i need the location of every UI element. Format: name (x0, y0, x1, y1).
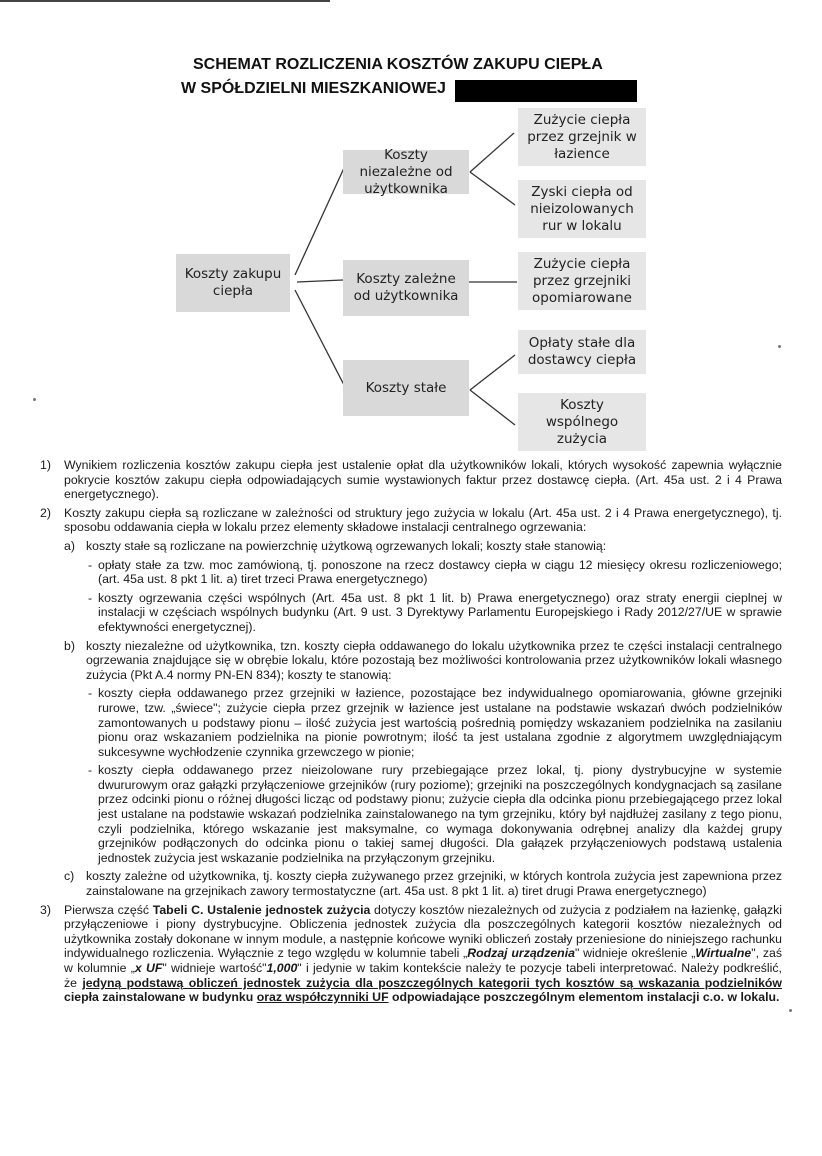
item-text: koszty stałe są rozliczane na powierzchnię użytkową ogrzewanych lokali; koszty stałe stanowią: (86, 538, 607, 553)
scan-speck (33, 398, 36, 401)
diagram-root-box (176, 254, 290, 312)
item-letter: b) (64, 638, 75, 653)
document-title-line2: W SPÓŁDZIELNI MIESZKANIOWEJ (181, 80, 446, 97)
item-text: koszty zależne od użytkownika, tj. koszty ciepła zużywanego przez grzejniki, w których kontrola zużycia jest zapewniona przez zainstalowane na grzejnikach zawory termostatyczne (art. 45a ust. 8 pkt 1 lit. a) tiret drugi Prawa energetycznego) (86, 869, 782, 899)
diagram-leaf-label: Opłaty stałe dla dostawcy ciepła (527, 335, 637, 368)
dash-item (40, 558, 782, 587)
scan-speck (778, 345, 781, 348)
text-run: " widnieje wartość" (162, 961, 267, 975)
text-run-bold-underline: jedyną podstawą obliczeń jednostek zużycia dla poszczególnych kategorii tych kosztów (82, 975, 620, 990)
text-run: dotyczy kosztów niezależnych od zużycia z podziałem na łazienkę, gałązki przyłączeniowe i piony dystrybucyjne. Obliczenia jednostek zużycia dla poszczególnych kategorii kosztów niezależnych od użytkownika zostały dokonane w innym module, a następnie końcowe wyniki obliczeń zostały przeniesione do niniejszego rachunku indywidualnego rozliczenia. Wyłącznie z tego względu w kolumnie tabeli „ (64, 902, 783, 961)
text-run-bold: ciepła zainstalowane w budynku (64, 990, 257, 1005)
diagram-branch-box (343, 260, 469, 316)
text-run-bold-italic: Rodzaj urządzenia (467, 946, 575, 961)
document-title-line1: SCHEMAT ROZLICZENIA KOSZTÓW ZAKUPU CIEPŁA (193, 56, 603, 73)
diagram-branch-box (343, 146, 469, 197)
dash-item-text: koszty ciepła oddawanego przez nieizolowane rury przebiegające przez lokal, tj. piony dystrybucyjne w systemie dwururowym oraz gałązki przyłączeniowe grzejników (rury poziome); grzejniki na poszczególnych kondygnacjach są zasilane przez odcinki pionu o różnej długości licząc od podstawy pionu; zużycie ciepła dla odcinka pionu przebiegającego przez lokal jest ustalane na podstawie wskazań podzielnika zainstalowanego na tym grzejniku, który był najdłużej zasilany z tego pionu, czyli podzielnika, którego wskazanie jest maksymalne, co wymaga dokonywania odrębnej analizy dla każdej grupy grzejników podłączonych do odcinka pionu o takiej samej długości. Dla gałązek przyłączeniowych podstawą ustalenia jednostek zużycia jest wskazanie podzielnika na przyłączonym grzejniku. (98, 763, 782, 865)
dash-item-text: opłaty stałe za tzw. moc zamówioną, tj. ponoszone na rzecz dostawcy ciepła w ciągu 12 miesięcy okresu rozliczeniowego; (art. 45a ust. 8 pkt 1 lit. a) tiret trzeci Prawa energetycznego) (98, 557, 782, 587)
text-run-bold: odpowiadające poszczególnym elementom instalacji c.o. w lokalu. (388, 990, 780, 1005)
diagram-leaf-box (518, 108, 646, 166)
text-run: " widnieje określenie „ (574, 946, 696, 961)
text-run: Pierwsza część (64, 902, 153, 917)
item-text: koszty niezależne od użytkownika, tzn. koszty ciepła oddawanego do lokalu użytkownika przez te części instalacji centralnego ogrzewania znajdujące się w obrębie lokalu, które pozostają bez możliwości kontrolowania przez użytkowników lokali własnego zużycia (Pkt A.4 normy PN-EN 834); koszty te stanowią: (86, 638, 782, 682)
dash-marker: - (88, 590, 93, 605)
diagram-leaf-box (518, 393, 646, 451)
dash-item (40, 591, 782, 635)
diagram-branch-box (343, 360, 469, 416)
diagram-leaf-box (518, 330, 646, 374)
item-a (40, 539, 782, 554)
diagram-leaf-label: Zużycie ciepła przez grzejniki opomiarowane (532, 255, 632, 306)
paragraph-3 (40, 903, 782, 1005)
scan-speck (789, 1009, 792, 1012)
diagram-branch-label: Koszty niezależne od użytkownika (359, 146, 453, 197)
paragraph-number: 3) (40, 902, 51, 917)
text-run-bold-underline: są wskazania podzielników (619, 975, 782, 990)
dash-marker: - (88, 557, 93, 572)
text-run: ", zaś w kolumnie „ (64, 946, 782, 975)
item-letter: c) (64, 869, 75, 884)
diagram-leaf-label: Koszty wspólnego zużycia (545, 396, 619, 447)
item-letter: a) (64, 538, 75, 553)
item-b (40, 639, 782, 683)
diagram-leaf-box (518, 252, 646, 310)
text-run-bold-italic: x UF (134, 961, 163, 975)
paragraph-1 (40, 458, 782, 502)
paragraph-number: 1) (40, 458, 51, 472)
document-body (40, 458, 782, 1009)
diagram-branch-label: Koszty stałe (365, 379, 447, 396)
diagram-root-label: Koszty zakupu ciepła (184, 266, 282, 299)
text-run-bold-underline: oraz współczynniki UF (256, 990, 389, 1005)
dash-item (40, 686, 782, 759)
dash-item-text: koszty ciepła oddawanego przez grzejniki w łazience, pozostające bez indywidualnego opomiarowania, główne grzejniki rurowe, tzw. „świece"; zużycie ciepła przez grzejnik w łazience jest ustalane na podstawie wskazań dwóch podzielników zamontowanych u podstawy pionu – ilość zużycia jest wartością pośrednią pomiędzy wskazaniem podzielnika na zasilaniu pionu oraz wskazaniem podzielnika na pionie powrotnym; ilość ta jest ustalana zgodnie z algorytmem uwzględniającym sukcesywne wychłodzenie czynnika grzewczego w pionie; (98, 686, 782, 759)
paragraph-text: Wynikiem rozliczenia kosztów zakupu ciepła jest ustalenie opłat dla użytkowników lokali, których wysokość zapewnia wyłącznie pokrycie kosztów zakupu ciepła odpowiadających sumie wystawionych faktur przez dostawcę ciepła. (Art. 45a ust. 2 i 4 Prawa energetycznego). (64, 458, 782, 502)
dash-marker: - (88, 763, 93, 778)
text-run-bold: Tabeli C. Ustalenie jednostek zużycia (152, 902, 371, 917)
paragraph-text (64, 903, 782, 1005)
dash-item-text: koszty ogrzewania części wspólnych (Art. 45a ust. 8 pkt 1 lit. b) Prawa energetycznego) oraz straty energii cieplnej w instalacji w częściach wspólnych budynku (Art. 9 ust. 3 Dyrektywy Parlamentu Europejskiego i Rady 2012/27/UE w sprawie efektywności energetycznej). (98, 590, 782, 634)
diagram-branch-label: Koszty zależne od użytkownika (353, 271, 459, 304)
text-run-bold-italic: Wirtualne (695, 946, 752, 961)
text-run: " i jedynie w takim kontekście należy te pozycje tabeli interpretować. Należy podkreślić, że (64, 961, 782, 990)
item-c (40, 869, 782, 898)
paragraph-text: Koszty zakupu ciepła są rozliczane w zależności od struktury jego zużycia w lokalu (Art. 45a ust. 2 i 4 Prawa energetycznego), tj. sposobu oddawania ciepła w lokalu przez elementy składowe instalacji centralnego ogrzewania: (64, 505, 782, 535)
paragraph-number: 2) (40, 505, 51, 520)
dash-item (40, 763, 782, 865)
diagram-leaf-box (518, 180, 646, 238)
diagram-leaf-label: Zużycie ciepła przez grzejnik w łazience (527, 111, 637, 162)
paragraph-2 (40, 506, 782, 535)
diagram-leaf-label: Zyski ciepła od nieizolowanych rur w lokalu (530, 183, 634, 234)
dash-marker: - (88, 686, 93, 701)
text-run-bold-italic: 1,000 (266, 961, 298, 975)
